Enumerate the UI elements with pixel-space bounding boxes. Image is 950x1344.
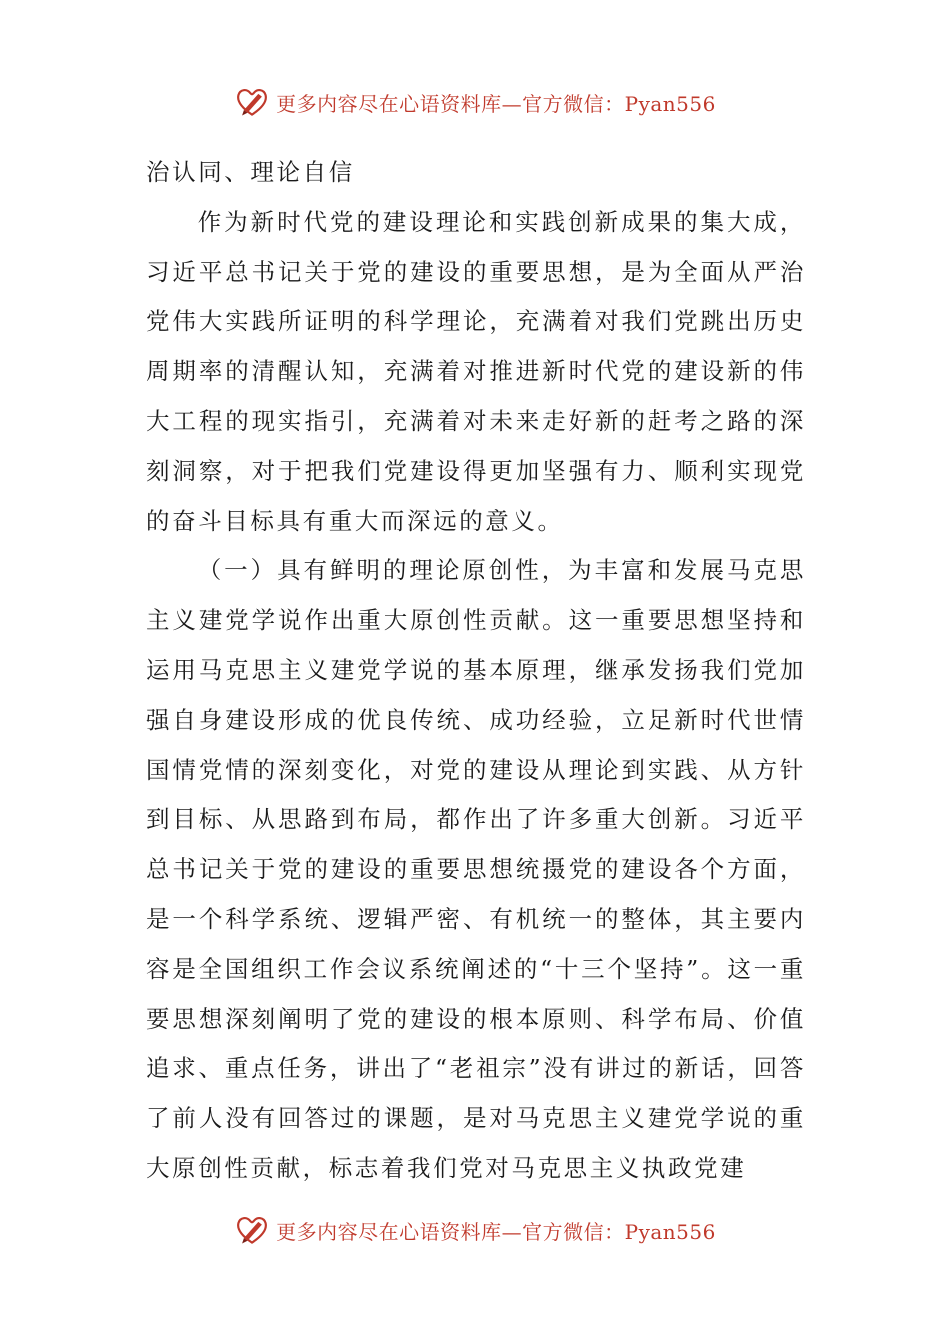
footer-banner-text: 更多内容尽在心语资料库—官方微信：Pyan556 [276,1219,716,1244]
paragraph-section-one: （一）具有鲜明的理论原创性，为丰富和发展马克思主义建党学说作出重大原创性贡献。这一重要思想坚持和运用马克思主义建党学说的基本原理，继承发扬我们党加强自身建设形成的优良传统、成功经验，立足新时代世情国情党情的深刻变化，对党的建设从理论到实践、从方针到目标、从思路到布局，都作出了许多重大创新。习近平总书记关于党的建设的重要思想统摄党的建设各个方面，是一个科学系统、逻辑严密、有机统一的整体，其主要内容是全国组织工作会议系统阐述的“十三个坚持”。这一重要思想深刻阐明了党的建设的根本原则、科学布局、价值追求、重点任务，讲出了“老祖宗”没有讲过的新话，回答了前人没有回答过的课题，是对马克思主义建党学说的重大原创性贡献，标志着我们党对马克思主义执政党建 [146,556,806,1182]
document-body [146,148,806,1194]
pen-heart-icon [234,1212,270,1248]
header-banner-text: 更多内容尽在心语资料库—官方微信：Pyan556 [276,91,716,116]
footer-banner [0,1210,950,1250]
header-banner [0,82,950,122]
paragraph-intro: 作为新时代党的建设理论和实践创新成果的集大成，习近平总书记关于党的建设的重要思想，是为全面从严治党伟大实践所证明的科学理论，充满着对我们党跳出历史周期率的清醒认知，充满着对推进新时代党的建设新的伟大工程的现实指引，充满着对未来走好新的赶考之路的深刻洞察，对于把我们党建设得更加坚强有力、顺利实现党的奋斗目标具有重大而深远的意义。 [146,207,806,535]
paragraph-continuation: 治认同、理论自信 [146,158,355,186]
pen-heart-icon [234,84,270,120]
